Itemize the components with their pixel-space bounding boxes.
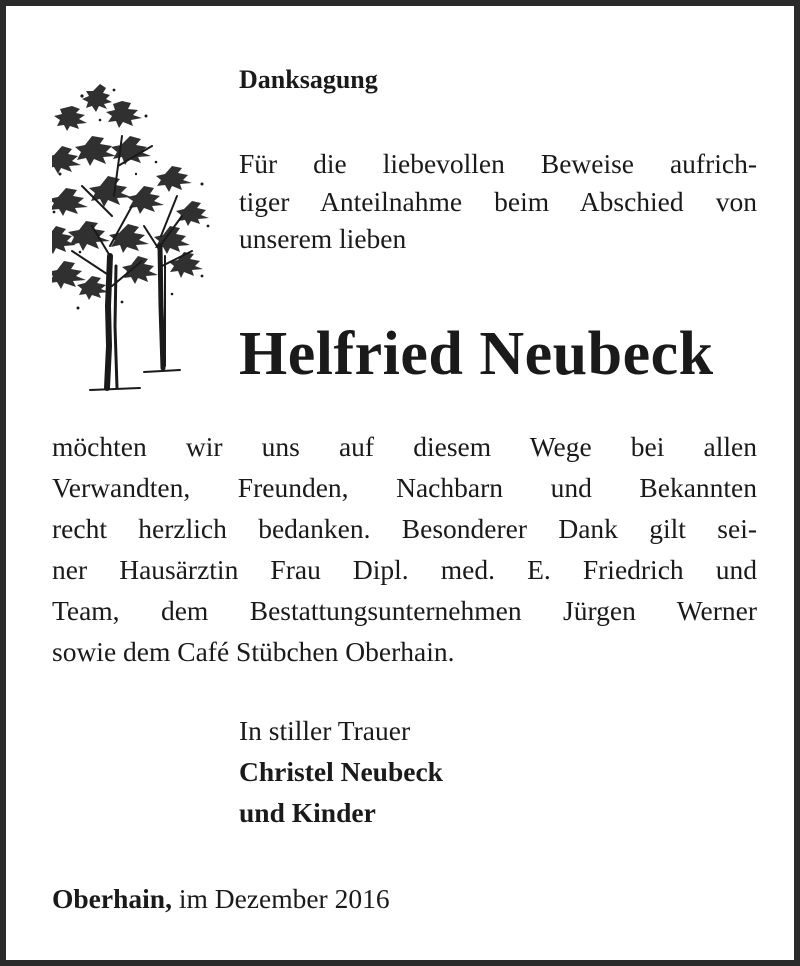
intro-line: tiger Anteilnahme beim Abschied von	[239, 185, 757, 217]
body-line: möchten wir uns auf diesem Wege bei allen	[52, 431, 757, 462]
thanks-text	[52, 426, 757, 672]
date-text: im Dezember 2016	[171, 883, 390, 914]
tree-icon	[52, 76, 222, 394]
body-line: Team, dem Bestattungsunternehmen Jürgen Werner	[52, 595, 757, 626]
intro-text	[239, 145, 757, 258]
mourner-family: und Kinder	[239, 797, 376, 828]
body-line: Verwandten, Freunden, Nachbarn und Bekannten	[52, 472, 757, 503]
notice-heading: Danksagung	[239, 65, 378, 94]
body-line: recht herzlich bedanken. Besonderer Dank gilt sei-	[52, 513, 757, 544]
intro-line: unserem lieben	[239, 223, 407, 254]
intro-line: Für die liebevollen Beweise aufrich-	[239, 148, 757, 179]
place-name: Oberhain,	[52, 883, 172, 914]
signature-block	[239, 710, 443, 833]
place-date-line	[52, 878, 390, 919]
mourner-name: Christel Neubeck	[239, 756, 443, 787]
deceased-name: Helfried Neubeck	[239, 320, 714, 388]
closing-text: In stiller Trauer	[239, 715, 411, 746]
body-line: ner Hausärztin Frau Dipl. med. E. Friedrich und	[52, 554, 757, 585]
body-line: sowie dem Café Stübchen Oberhain.	[52, 636, 455, 667]
